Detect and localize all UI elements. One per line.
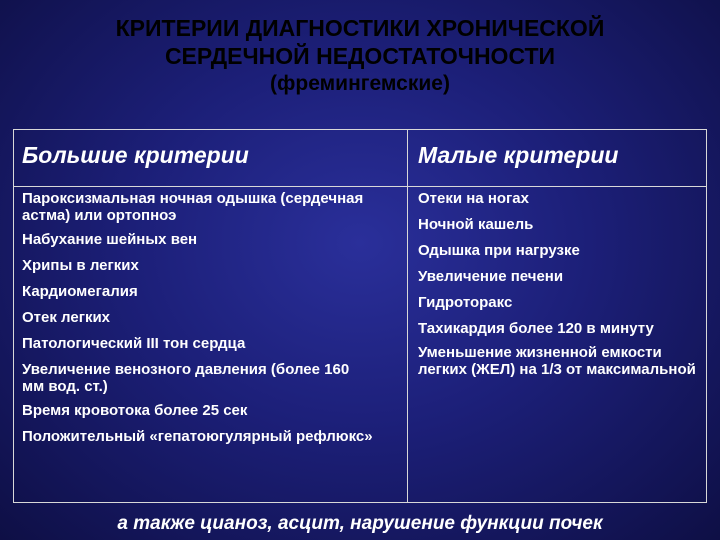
footer-note: а также цианоз, асцит, нарушение функции почек	[117, 513, 603, 534]
criterion-item: Тахикардия более 120 в минуту	[418, 320, 654, 337]
criterion-item: Положительный «гепатоюгулярный рефлюкс»	[22, 428, 373, 445]
title-line-2: СЕРДЕЧНОЙ НЕДОСТАТОЧНОСТИ	[164, 43, 556, 69]
header-divider	[14, 186, 706, 187]
criterion-item: Ночной кашель	[418, 216, 534, 233]
criterion-item: Одышка при нагрузке	[418, 242, 580, 259]
column-divider	[407, 130, 408, 502]
criterion-item: Гидроторакс	[418, 294, 513, 311]
slide-title	[0, 14, 720, 98]
header-major: Большие критерии	[22, 142, 249, 168]
criterion-item: Пароксизмальная ночная одышка (сердечная астма) или ортопноэ	[22, 190, 364, 224]
major-criteria-column	[22, 190, 400, 452]
criterion-item: Хрипы в легких	[22, 257, 139, 274]
title-line-3: (фремингемские)	[270, 72, 450, 95]
criterion-item: Увеличение венозного давления (более 160 мм вод. ст.)	[22, 361, 350, 395]
criteria-table	[13, 129, 707, 503]
minor-criteria-column	[418, 190, 702, 385]
criterion-item: Отеки на ногах	[418, 190, 529, 207]
criterion-item: Кардиомегалия	[22, 283, 138, 300]
criterion-item: Патологический III тон сердца	[22, 335, 246, 352]
title-line-1: КРИТЕРИИ ДИАГНОСТИКИ ХРОНИЧЕСКОЙ	[115, 15, 605, 41]
header-minor: Малые критерии	[418, 142, 619, 168]
criterion-item: Увеличение печени	[418, 268, 564, 285]
criterion-item: Время кровотока более 25 сек	[22, 402, 248, 419]
criterion-item: Набухание шейных вен	[22, 231, 198, 248]
criterion-item: Уменьшение жизненной емкости легких (ЖЕЛ) на 1/3 от максимальной	[418, 344, 696, 378]
criterion-item: Отек легких	[22, 309, 111, 326]
